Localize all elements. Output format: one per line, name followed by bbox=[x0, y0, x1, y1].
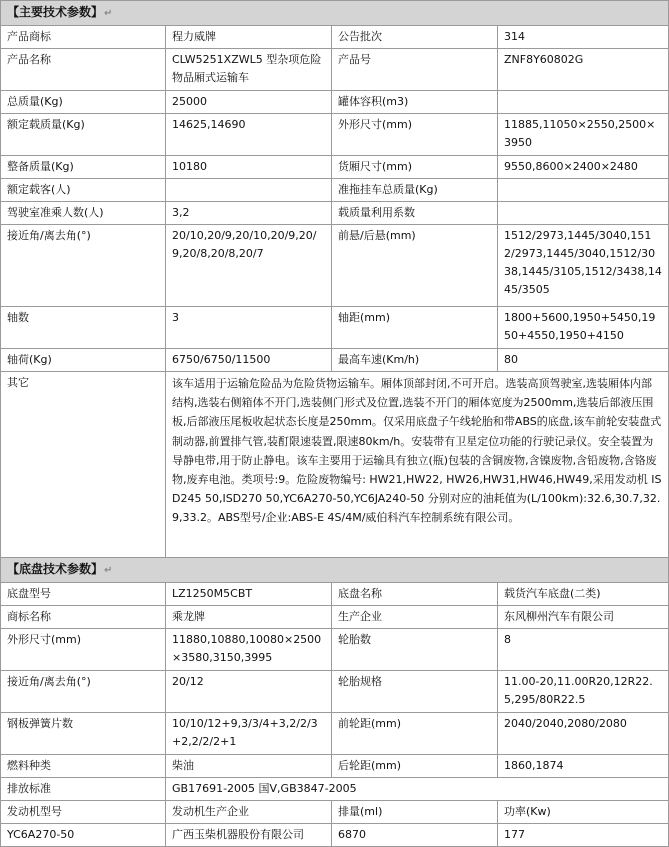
chassis-section-header bbox=[1, 558, 669, 583]
row-value: 11880,10880,10080×2500×3580,3150,3995 bbox=[166, 629, 332, 671]
table-row bbox=[1, 629, 669, 671]
other-notes-row bbox=[1, 372, 669, 558]
engine-header-cell: 排量(ml) bbox=[332, 801, 498, 824]
row-label: 额定载客(人) bbox=[1, 179, 166, 202]
row-value: 3 bbox=[166, 307, 332, 349]
emission-label: 排放标准 bbox=[1, 778, 166, 801]
table-row bbox=[1, 583, 669, 606]
row-value: 乘龙牌 bbox=[166, 606, 332, 629]
engine-power: 177 bbox=[498, 824, 669, 847]
row-label: 生产企业 bbox=[332, 606, 498, 629]
engine-model: YC6A270-50 bbox=[1, 824, 166, 847]
engine-header-cell: 发动机型号 bbox=[1, 801, 166, 824]
row-label: 总质量(Kg) bbox=[1, 91, 166, 114]
row-value bbox=[498, 91, 669, 114]
table-row bbox=[1, 49, 669, 91]
row-label: 外形尺寸(mm) bbox=[332, 114, 498, 156]
table-row bbox=[1, 307, 669, 349]
row-value: 载货汽车底盘(二类) bbox=[498, 583, 669, 606]
row-value: 9550,8600×2400×2480 bbox=[498, 156, 669, 179]
row-label: 载质量利用系数 bbox=[332, 202, 498, 225]
row-label: 产品号 bbox=[332, 49, 498, 91]
row-value: 6750/6750/11500 bbox=[166, 349, 332, 372]
row-label: 商标名称 bbox=[1, 606, 166, 629]
engine-manufacturer: 广西玉柴机器股份有限公司 bbox=[166, 824, 332, 847]
row-value: 2040/2040,2080/2080 bbox=[498, 713, 669, 755]
row-value: 10180 bbox=[166, 156, 332, 179]
row-label: 产品商标 bbox=[1, 26, 166, 49]
paragraph-mark-icon: ↵ bbox=[104, 8, 113, 19]
row-label: 额定载质量(Kg) bbox=[1, 114, 166, 156]
row-label: 产品名称 bbox=[1, 49, 166, 91]
row-value: 柴油 bbox=[166, 755, 332, 778]
row-label: 后轮距(mm) bbox=[332, 755, 498, 778]
row-label: 底盘名称 bbox=[332, 583, 498, 606]
paragraph-mark-icon: ↵ bbox=[104, 565, 113, 576]
engine-header-cell: 功率(Kw) bbox=[498, 801, 669, 824]
row-value: 1860,1874 bbox=[498, 755, 669, 778]
row-label: 轮胎规格 bbox=[332, 671, 498, 713]
row-value: 25000 bbox=[166, 91, 332, 114]
row-value: 10/10/12+9,3/3/4+3,2/2/3+2,2/2/2+1 bbox=[166, 713, 332, 755]
table-row bbox=[1, 114, 669, 156]
row-label: 罐体容积(m3) bbox=[332, 91, 498, 114]
engine-header-cell: 发动机生产企业 bbox=[166, 801, 332, 824]
row-label: 接近角/离去角(°) bbox=[1, 225, 166, 307]
row-label: 轮胎数 bbox=[332, 629, 498, 671]
row-label: 轴荷(Kg) bbox=[1, 349, 166, 372]
row-label: 准拖挂车总质量(Kg) bbox=[332, 179, 498, 202]
other-description: 该车适用于运输危险品为危险货物运输车。厢体顶部封闭,不可开启。选装高顶驾驶室,选装厢体内部结构,选装右侧箱体不开门,选装侧门形式及位置,选装不开门的厢体宽度为2500mm,选装后部液压围板,后部液压尾板收起状态长度是250mm。仅采用底盘子午线轮胎和带ABS的底盘,该车前轮安装盘式制动器,前置排气管,装酊限速装置,限速80km/h。安装带有卫星定位功能的行驶记录仪。安全装置为导静电带,用于防止静电。该车主要用于运输具有独立(瓶)包装的含铜废物,含镍废物,含铅废物,含铬废物,废弃电池。类项号:9。危险废物编号: HW21,HW22, HW26,HW31,HW46,HW49,采用发动机 ISD245 50,ISD270 50,YC6A270-50,YC6JA240-50 分别对应的油耗值为(L/100km):32.6,30.7,32.9,33.2。ABS型号/企业:ABS-E 4S/4M/威伯科汽车控制系统有限公司。 bbox=[166, 372, 669, 558]
row-value: CLW5251XZWL5 型杂项危险物品厢式运输车 bbox=[166, 49, 332, 91]
row-value: 程力威牌 bbox=[166, 26, 332, 49]
row-value: LZ1250M5CBT bbox=[166, 583, 332, 606]
table-row bbox=[1, 606, 669, 629]
table-row bbox=[1, 225, 669, 307]
row-value: 1800+5600,1950+5450,1950+4550,1950+4150 bbox=[498, 307, 669, 349]
row-label: 前轮距(mm) bbox=[332, 713, 498, 755]
row-label: 轴距(mm) bbox=[332, 307, 498, 349]
row-value bbox=[498, 179, 669, 202]
row-label: 底盘型号 bbox=[1, 583, 166, 606]
row-label: 货厢尺寸(mm) bbox=[332, 156, 498, 179]
row-value: 20/12 bbox=[166, 671, 332, 713]
row-label: 燃料种类 bbox=[1, 755, 166, 778]
row-value: 80 bbox=[498, 349, 669, 372]
row-label: 接近角/离去角(°) bbox=[1, 671, 166, 713]
engine-data-row bbox=[1, 824, 669, 847]
row-label: 公告批次 bbox=[332, 26, 498, 49]
row-value bbox=[498, 202, 669, 225]
row-label: 最高车速(Km/h) bbox=[332, 349, 498, 372]
row-value: 东风柳州汽车有限公司 bbox=[498, 606, 669, 629]
row-value: 3,2 bbox=[166, 202, 332, 225]
emission-row bbox=[1, 778, 669, 801]
table-row bbox=[1, 671, 669, 713]
row-value: 20/10,20/9,20/10,20/9,20/9,20/8,20/8,20/7 bbox=[166, 225, 332, 307]
row-value: 1512/2973,1445/3040,1512/2973,1445/3040,1512/3038,1445/3105,1512/3438,1445/3505 bbox=[498, 225, 669, 307]
emission-value: GB17691-2005 国Ⅴ,GB3847-2005 bbox=[166, 778, 669, 801]
row-value bbox=[166, 179, 332, 202]
row-label: 前悬/后悬(mm) bbox=[332, 225, 498, 307]
row-value: 11.00-20,11.00R20,12R22.5,295/80R22.5 bbox=[498, 671, 669, 713]
row-label: 驾驶室准乘人数(人) bbox=[1, 202, 166, 225]
table-row bbox=[1, 349, 669, 372]
engine-displacement: 6870 bbox=[332, 824, 498, 847]
table-row bbox=[1, 202, 669, 225]
main-section-header bbox=[1, 1, 669, 26]
other-label: 其它 bbox=[1, 372, 166, 558]
engine-header-row bbox=[1, 801, 669, 824]
table-row bbox=[1, 91, 669, 114]
table-row bbox=[1, 26, 669, 49]
row-label: 轴数 bbox=[1, 307, 166, 349]
row-label: 整备质量(Kg) bbox=[1, 156, 166, 179]
table-row bbox=[1, 755, 669, 778]
row-label: 外形尺寸(mm) bbox=[1, 629, 166, 671]
row-value: 314 bbox=[498, 26, 669, 49]
chassis-section-title: 【底盘技术参数】 bbox=[7, 562, 104, 576]
row-value: ZNF8Y60802G bbox=[498, 49, 669, 91]
table-row bbox=[1, 179, 669, 202]
row-value: 8 bbox=[498, 629, 669, 671]
table-row bbox=[1, 156, 669, 179]
row-label: 钢板弹簧片数 bbox=[1, 713, 166, 755]
row-value: 14625,14690 bbox=[166, 114, 332, 156]
main-section-title: 【主要技术参数】 bbox=[7, 5, 104, 19]
row-value: 11885,11050×2550,2500×3950 bbox=[498, 114, 669, 156]
table-row bbox=[1, 713, 669, 755]
